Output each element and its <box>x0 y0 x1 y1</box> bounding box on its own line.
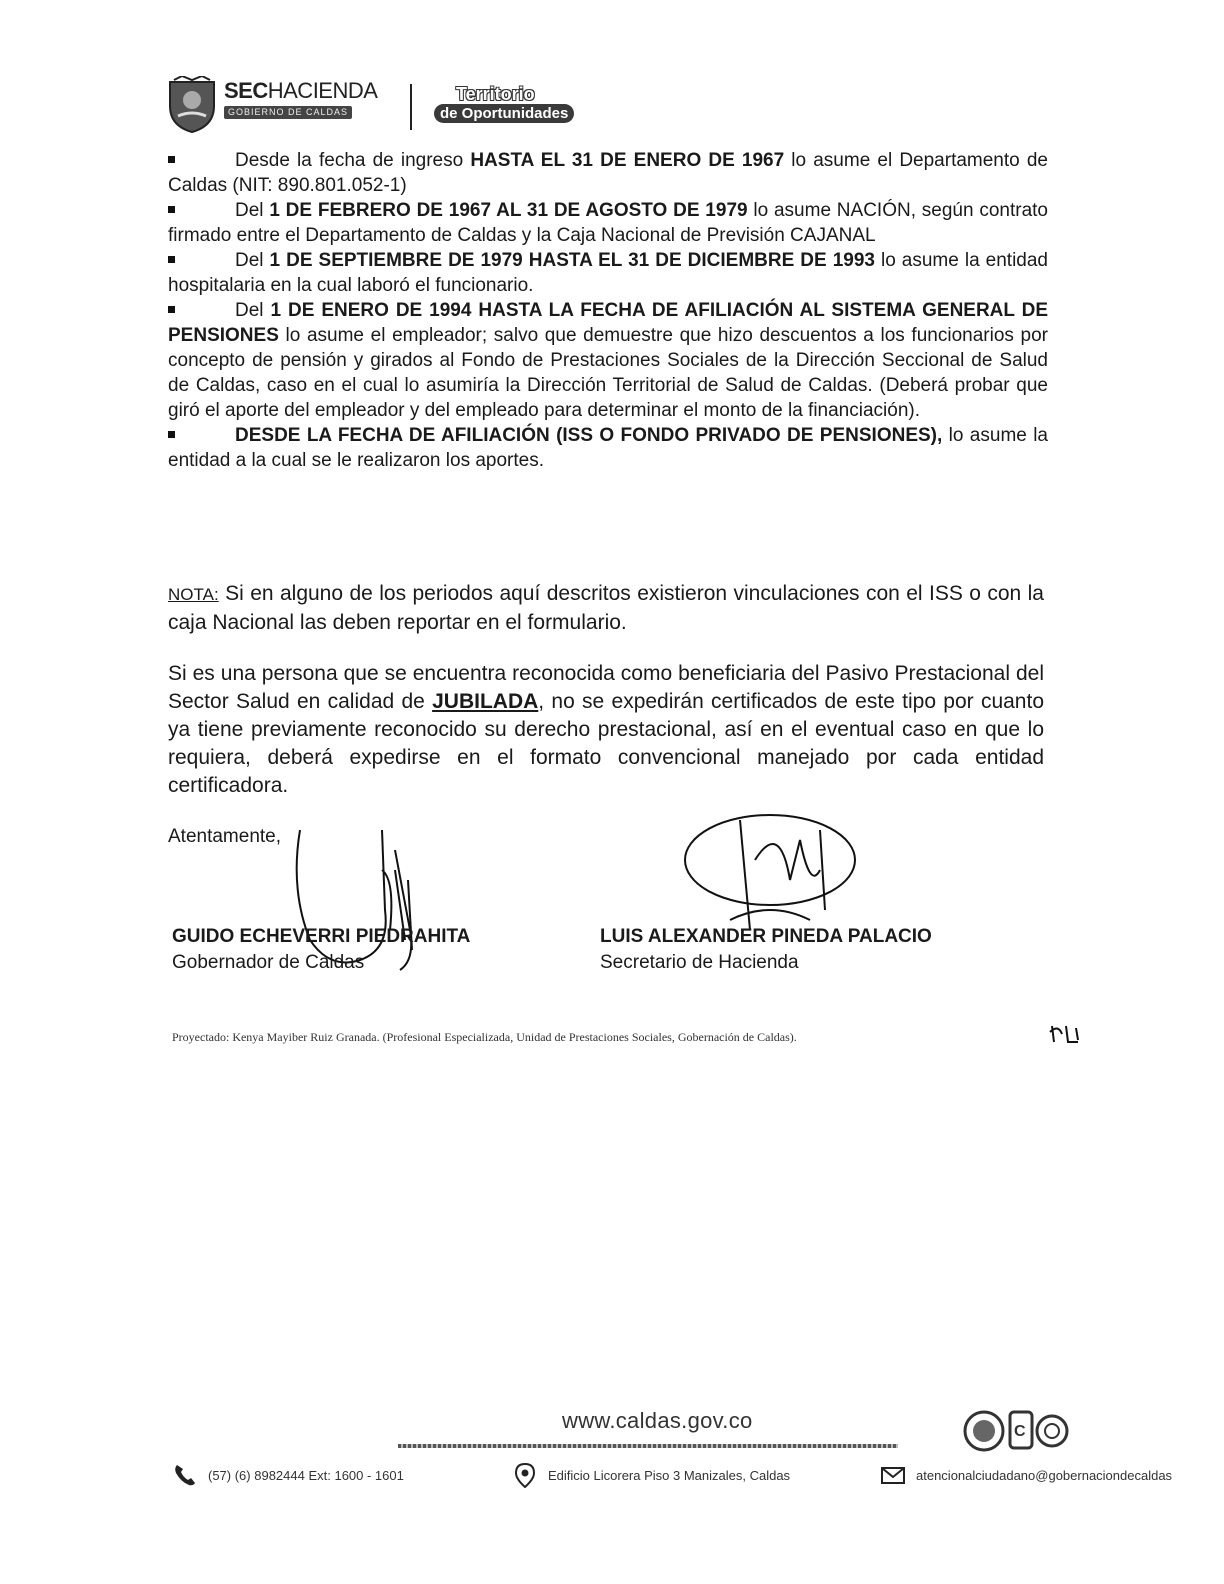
list-item: DESDE LA FECHA DE AFILIACIÓN (ISS O FONDO PRIVADO DE PENSIONES), lo asume la entidad a la cual se le realizaron los aportes. <box>168 425 1048 471</box>
note-label: NOTA: <box>168 585 219 604</box>
projected-by-note: Proyectado: Kenya Mayiber Ruiz Granada. (Profesional Especializada, Unidad de Prestaciones Sociales, Gobernación de Caldas). <box>172 1030 797 1044</box>
list-item: Desde la fecha de ingreso HASTA EL 31 DE ENERO DE 1967 lo asume el Departamento de Caldas (NIT: 890.801.052-1) <box>168 150 1048 196</box>
handwritten-initials <box>1048 1022 1088 1046</box>
footer-email[interactable]: atencionalciudadano@gobernaciondecaldas <box>880 1462 1172 1488</box>
footer-phone: (57) (6) 8982444 Ext: 1600 - 1601 <box>172 1462 404 1488</box>
square-bullet-icon <box>168 156 175 163</box>
signature-secretary <box>670 800 870 940</box>
funding-periods-list <box>168 148 1048 473</box>
coat-of-arms-icon <box>166 76 218 134</box>
signatory-1-name: GUIDO ECHEVERRI PIEDRAHITA <box>172 926 471 947</box>
square-bullet-icon <box>168 256 175 263</box>
list-item: Del 1 DE SEPTIEMBRE DE 1979 HASTA EL 31 DE DICIEMBRE DE 1993 lo asume la entidad hospitalaria en la cual laboró el funcionario. <box>168 250 1048 296</box>
brand-subtitle: GOBIERNO DE CALDAS <box>224 106 352 119</box>
slogan-logo <box>434 84 584 126</box>
header-divider <box>410 84 412 130</box>
note-paragraph: NOTA: Si en alguno de los periodos aquí descritos existieron vinculaciones con el ISS o con la caja Nacional las deben reportar en el formulario. <box>168 582 1044 634</box>
retiree-paragraph: Si es una persona que se encuentra reconocida como beneficiaria del Pasivo Prestacional del Sector Salud en calidad de JUBILADA, no se expedirán certificados de este tipo por cuanto ya tiene previamente reconocido su derecho prestacional, así en el eventual caso en que lo requiera, deberá expedirse en el formato convencional manejado por cada entidad certificadora. <box>168 662 1044 797</box>
jubilada-term: JUBILADA <box>432 690 539 713</box>
slogan-line-1: Territorio <box>456 84 535 104</box>
mail-icon <box>880 1462 906 1488</box>
svg-text:C: C <box>1014 1423 1026 1440</box>
brand-logo <box>224 80 377 120</box>
letterhead <box>166 76 626 138</box>
footer-rule <box>398 1444 898 1448</box>
square-bullet-icon <box>168 431 175 438</box>
closing: Atentamente, <box>168 826 282 847</box>
signatory-2-name: LUIS ALEXANDER PINEDA PALACIO <box>600 926 932 947</box>
signatory-1-title: Gobernador de Caldas <box>172 952 365 973</box>
signatory-2-title: Secretario de Hacienda <box>600 952 799 973</box>
brand-name: SECHACIENDA <box>224 78 378 103</box>
certification-seals-icon <box>962 1408 1072 1454</box>
location-pin-icon <box>512 1462 538 1488</box>
phone-icon <box>172 1462 198 1488</box>
list-item: Del 1 DE ENERO DE 1994 HASTA LA FECHA DE AFILIACIÓN AL SISTEMA GENERAL DE PENSIONES lo asume el empleador; salvo que demuestre que hizo descuentos a los funcionarios por concepto de pensión y girados al Fondo de Prestaciones Sociales de la Dirección Seccional de Salud de Caldas, caso en el cual lo asumiría la Dirección Territorial de Salud de Caldas. (Deberá probar que giró el aporte del empleador y del empleado para determinar el monto de la financiación). <box>168 300 1049 421</box>
footer-address: Edificio Licorera Piso 3 Manizales, Caldas <box>512 1462 790 1488</box>
list-item: Del 1 DE FEBRERO DE 1967 AL 31 DE AGOSTO DE 1979 lo asume NACIÓN, según contrato firmado entre el Departamento de Caldas y la Caja Nacional de Previsión CAJANAL <box>168 200 1048 246</box>
square-bullet-icon <box>168 206 175 213</box>
website-url[interactable]: www.caldas.gov.co <box>562 1408 753 1433</box>
square-bullet-icon <box>168 306 175 313</box>
slogan-line-2: de Oportunidades <box>434 104 574 123</box>
